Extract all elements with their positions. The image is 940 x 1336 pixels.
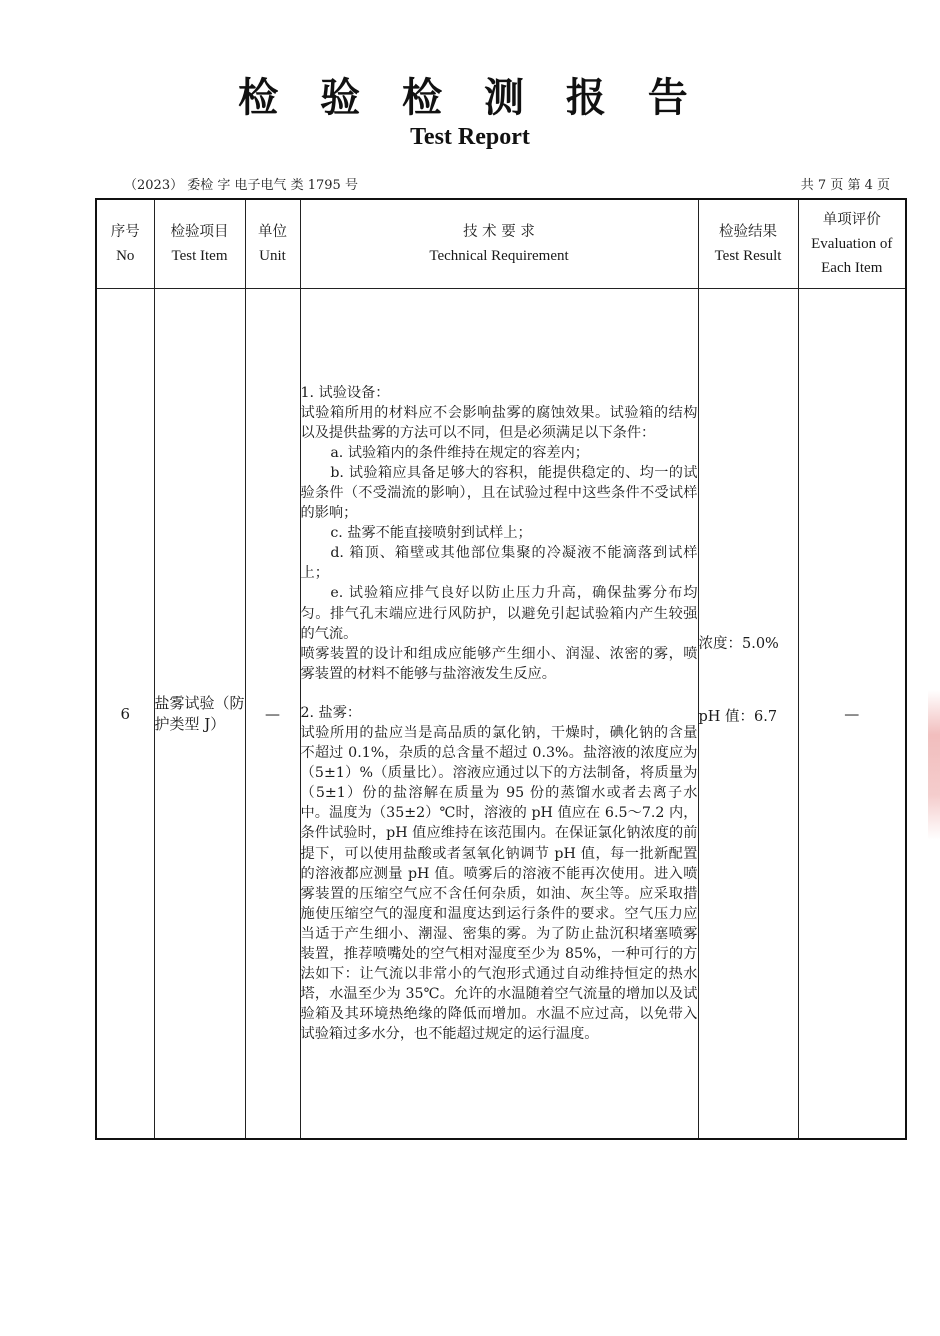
test-report-table [95, 198, 907, 1140]
table-row [96, 289, 906, 1140]
seal-stamp-edge [928, 690, 940, 840]
header-test-item: 检验项目 Test Item [154, 199, 245, 289]
req-salt-spray-heading: 2. 盐雾： [300, 704, 362, 721]
req-condition-c: c. 盐雾不能直接喷射到试样上； [330, 525, 532, 542]
header-unit: 单位 Unit [245, 199, 300, 289]
req-condition-e: e. 试验箱应排气良好以防止压力升高，确保盐雾分布均匀。排气孔末端应进行风防护，以避免引起试验箱内产生较强的气流。 [300, 585, 698, 642]
cell-unit: — [245, 289, 300, 1140]
cell-test-item: 盐雾试验（防护类型 J） [154, 289, 245, 1140]
req-spray-device: 喷雾装置的设计和组成应能够产生细小、润湿、浓密的雾，喷雾装置的材料不能够与盐溶液发生反应。 [300, 645, 698, 682]
cell-technical-requirement [300, 289, 698, 1140]
header-evaluation: 单项评价 Evaluation of Each Item [798, 199, 906, 289]
report-reference: （2023） 委检 字 电子电气 类 1795 号 [124, 178, 358, 193]
req-equipment-text: 试验箱所用的材料应不会影响盐雾的腐蚀效果。试验箱的结构以及提供盐雾的方法可以不同，但是必须满足以下条件： [300, 404, 698, 441]
page-title: 检 验 检 测 报 告 [238, 75, 702, 121]
page-number: 共 7 页 第 4 页 [800, 178, 890, 193]
cell-test-result [698, 289, 798, 1140]
header-test-result: 检验结果 Test Result [698, 199, 798, 289]
req-condition-d: d. 箱顶、箱壁或其他部位集聚的冷凝液不能滴落到试样上； [300, 545, 698, 582]
req-condition-b: b. 试验箱应具备足够大的容积，能提供稳定的、均一的试验条件（不受湍流的影响），且在试验过程中这些条件不受试样的影响； [300, 464, 698, 522]
req-equipment-heading: 1. 试验设备： [300, 384, 390, 401]
cell-no: 6 [96, 289, 154, 1140]
table-header-row [96, 199, 906, 289]
req-salt-spray-text: 试验所用的盐应当是高品质的氯化钠，干燥时，碘化钠的含量不超过 0.1%，杂质的总含量不超过 0.3%。盐溶液的浓度应为（5±1）%（质量比）。溶液应通过以下的方法制备，将质量为（5±1）份的盐溶解在质量为 95 份的蒸馏水或者去离子水中。温度为（35±2）℃时，溶液的 pH 值应在 6.5～7.2 内，条件试验时，pH 值应维持在该范围内。在保证氯化钠浓度的前提下，可以使用盐酸或者氢氧化钠调节 pH 值，每一批新配置的溶液都应测量 pH 值。喷雾后的溶液不能再次使用。进入喷雾装置的压缩空气应不含任何杂质，如油、灰尘等。应采取措施使压缩空气的湿度和温度达到运行条件的要求。空气压力应当适于产生细小、潮湿、密集的雾。为了防止盐沉积堵塞喷雾装置，推荐喷嘴处的空气相对湿度至少为 85%，一种可行的方法如下：让气流以非常小的气泡形式通过自动维持恒定的热水塔，水温至少为 35℃。允许的水温随着空气流量的增加以及试验箱及其环境热绝缘的降低而增加。水温不应过高，以免带入试验箱过多水分，也不能超过规定的运行温度。 [300, 725, 698, 1043]
result-concentration: 浓度：5.0% [698, 635, 779, 652]
req-condition-a: a. 试验箱内的条件维持在规定的容差内； [330, 444, 589, 461]
header-no: 序号 No [96, 199, 154, 289]
cell-evaluation: — [798, 289, 906, 1140]
page-subtitle: Test Report [410, 124, 530, 150]
header-technical-requirement: 技 术 要 求 Technical Requirement [300, 199, 698, 289]
result-ph: pH 值：6.7 [698, 708, 778, 725]
